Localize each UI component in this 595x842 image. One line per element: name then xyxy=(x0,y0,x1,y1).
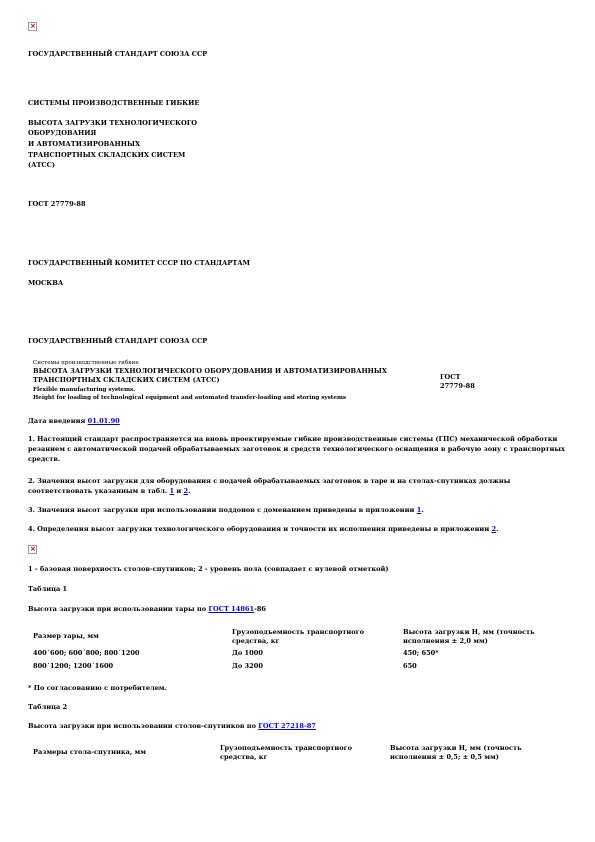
table-1-footnote: * По согласованию с потребителем. xyxy=(28,684,167,692)
table-2-label: Таблица 2 xyxy=(28,703,68,711)
broken-image-icon: × xyxy=(30,22,36,30)
series-name: Системы производственные гибкие xyxy=(33,360,139,366)
paragraph-3-text: 3. Значения высот загрузки при использовании поддонов с доменанием приведены в приложении xyxy=(28,506,417,514)
appendix-1-link[interactable]: 1 xyxy=(416,506,422,514)
title-line: ТРАНСПОРТНЫХ СКЛАДСКИХ СИСТЕМ xyxy=(28,151,186,159)
table-1-caption-text: Высота загрузки при использовании тары по xyxy=(28,605,209,613)
english-title-line: Flexible manufacturing systems. xyxy=(33,387,136,393)
table-2-header: Грузоподъемность транспортного средства, кг xyxy=(220,744,353,761)
table-cell: 800´1200; 1200´1600 xyxy=(33,662,114,670)
gost-label: ГОСТ xyxy=(440,373,461,381)
table-2-caption xyxy=(28,722,316,731)
city: МОСКВА xyxy=(28,279,64,287)
systems-heading: СИСТЕМЫ ПРОИЗВОДСТВЕННЫЕ ГИБКИЕ xyxy=(28,99,200,107)
title-line: (АТСС) xyxy=(28,161,56,169)
table-cell: 450; 650* xyxy=(403,649,439,657)
title-block-line: ТРАНСПОРТНЫХ СКЛАДСКИХ СИСТЕМ (АТСС) xyxy=(33,376,220,384)
title-line: ВЫСОТА ЗАГРУЗКИ ТЕХНОЛОГИЧЕСКОГО xyxy=(28,119,198,127)
table-cell: До 3200 xyxy=(232,662,263,670)
title-line: И АВТОМАТИЗИРОВАННЫХ xyxy=(28,140,141,148)
paragraph-4-end: . xyxy=(496,525,499,533)
introduction-date xyxy=(28,417,120,426)
title-block-line: ВЫСОТА ЗАГРУЗКИ ТЕХНОЛОГИЧЕСКОГО ОБОРУДОВАНИЯ И АВТОМАТИЗИРОВАННЫХ xyxy=(33,367,387,375)
paragraph-3 xyxy=(28,506,424,515)
gost-number: 27779-88 xyxy=(440,382,475,390)
committee-heading: ГОСУДАРСТВЕННЫЙ КОМИТЕТ СССР ПО СТАНДАРТАМ xyxy=(28,259,250,267)
gost-code: ГОСТ 27779-88 xyxy=(28,200,86,208)
broken-image-icon: × xyxy=(30,545,36,553)
table-cell: 400´600; 600´800; 800´1200 xyxy=(33,649,140,657)
table-1-link[interactable]: 1 xyxy=(169,487,175,495)
table-2-caption-text: Высота загрузки при использовании столов-спутников по xyxy=(28,722,259,730)
table-2-header: Размеры стола-спутника, мм xyxy=(33,748,146,756)
table-2-header: Высота загрузки H, мм (точность исполнения ± 0,5; ± 0,5 мм) xyxy=(390,744,522,761)
english-title-line: Height for loading of technological equipment and automated transfer-loading and storing systems xyxy=(33,395,347,401)
gost-14861-link[interactable]: ГОСТ 14861 xyxy=(208,605,255,613)
appendix-2-link[interactable]: 2 xyxy=(491,525,497,533)
state-standard-heading: ГОСУДАРСТВЕННЫЙ СТАНДАРТ СОЮЗА ССР xyxy=(28,50,208,58)
title-line: ОБОРУДОВАНИЯ xyxy=(28,129,97,137)
paragraph-2-and: и xyxy=(174,487,184,495)
date-label: Дата введения xyxy=(28,417,88,425)
table-1-label: Таблица 1 xyxy=(28,585,68,593)
table-1-header: Высота загрузки H, мм (точность исполнения ± 2,0 мм) xyxy=(403,628,535,645)
table-cell: 650 xyxy=(403,662,417,670)
state-standard-heading-2: ГОСУДАРСТВЕННЫЙ СТАНДАРТ СОЮЗА ССР xyxy=(28,337,208,345)
date-value: 01.01.90 xyxy=(87,417,120,425)
paragraph-3-end: . xyxy=(421,506,424,514)
paragraph-2-end: . xyxy=(188,487,191,495)
table-cell: До 1000 xyxy=(232,649,263,657)
paragraph-4-text: 4. Определения высот загрузки технологического оборудования и точности их исполнения приведены в приложении xyxy=(28,525,492,533)
paragraph-2 xyxy=(28,476,573,496)
table-1-header: Грузоподъемность транспортного средства, кг xyxy=(232,628,365,645)
table-2-link[interactable]: 2 xyxy=(183,487,189,495)
paragraph-1: 1. Настоящий стандарт распространяется на вновь проектируемые гибкие производственные системы (ГПС) механической обработки резанием с автоматической подачей обрабатываемых заготовок и средств технологического оснащения в рабочую зону с транспортных средств. xyxy=(28,435,565,463)
figure-caption: 1 - базовая поверхность столов-спутников; 2 - уровень пола (совпадает с нулевой отметкой) xyxy=(28,565,389,573)
table-1-caption xyxy=(28,605,266,614)
table-1-caption-end: -86 xyxy=(254,605,267,613)
table-1-header: Размер тары, мм xyxy=(33,632,99,640)
paragraph-2-text: 2. Значения высот загрузки для оборудования с подачей обрабатываемых заготовок в таре и на столах-спутниках должны соответствовать указанным в табл. xyxy=(28,477,511,495)
gost-27218-link[interactable]: ГОСТ 27218-87 xyxy=(258,722,316,730)
paragraph-4 xyxy=(28,525,498,534)
